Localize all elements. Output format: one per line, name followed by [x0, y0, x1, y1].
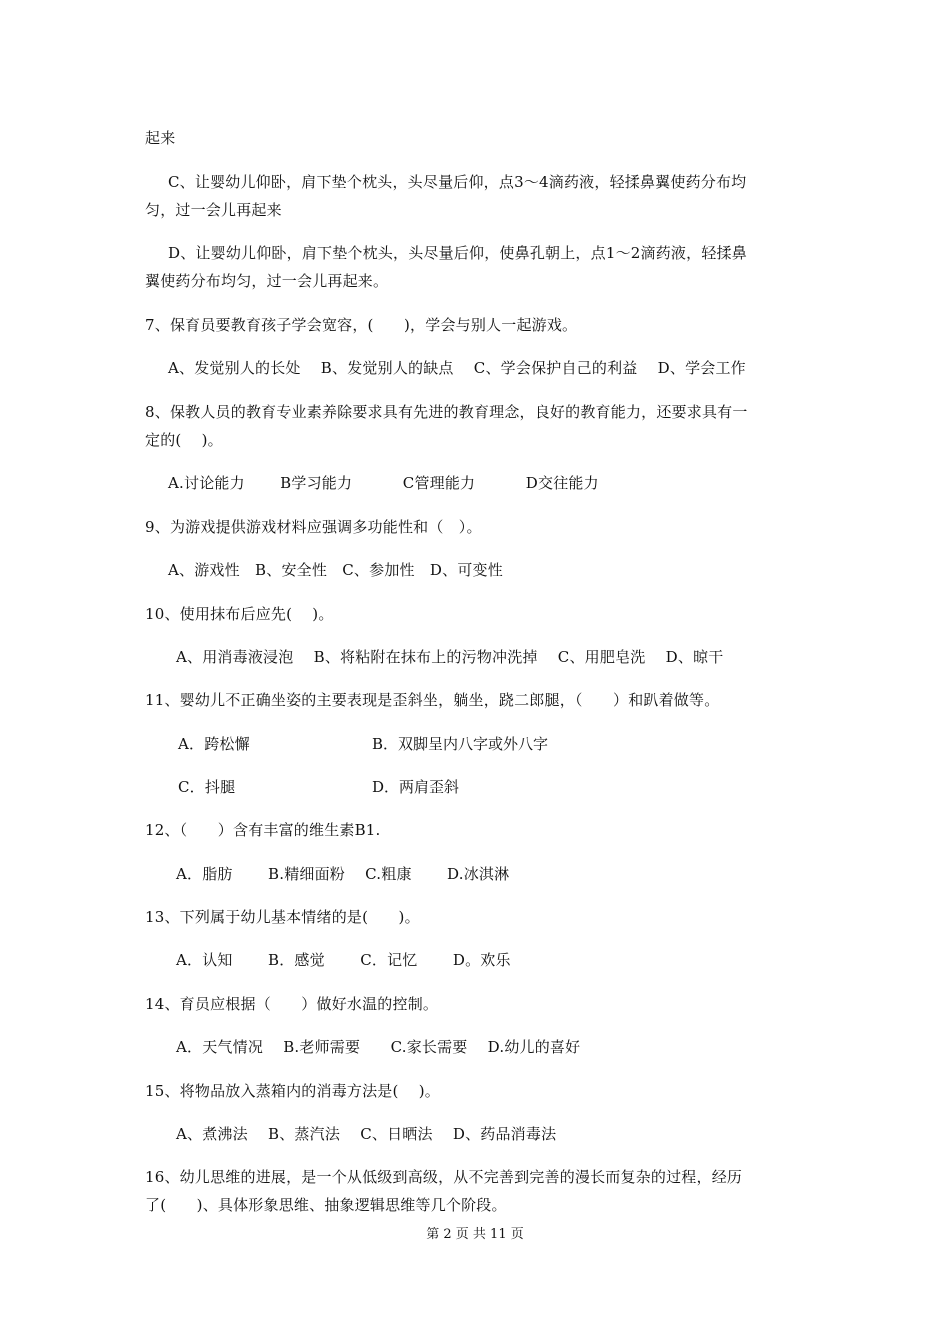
question-16-line-1: 16、幼儿思维的进展，是一个从低级到高级，从不完善到完善的漫长而复杂的过程，经历	[145, 1168, 743, 1186]
question-10-options: A、用消毒液浸泡 B、将粘附在抹布上的污物冲洗掉 C、用肥皂洗 D、晾干	[176, 648, 724, 666]
text-line: 起来	[145, 129, 176, 147]
question-11-option-a: A．跨松懈	[178, 735, 250, 753]
option-d-line-2: 翼使药分布均匀，过一会儿再起来。	[145, 272, 389, 290]
option-c-line-1: C、让婴幼儿仰卧，肩下垫个枕头，头尽量后仰，点3～4滴药液，轻揉鼻翼使药分布均	[168, 173, 747, 191]
question-10: 10、使用抹布后应先( )。	[145, 605, 334, 623]
question-11: 11、婴幼儿不正确坐姿的主要表现是歪斜坐，躺坐，跷二郎腿，（ ）和趴着做等。	[145, 691, 720, 709]
question-8-options: A.讨论能力 B学习能力 C管理能力 D交往能力	[168, 474, 599, 492]
question-12: 12、（ ）含有丰富的维生素B1.	[145, 821, 381, 839]
question-9: 9、为游戏提供游戏材料应强调多功能性和（ ）。	[145, 518, 482, 536]
question-8-line-2: 定的( )。	[145, 431, 223, 449]
question-12-options: A．脂肪 B.精细面粉 C.粗康 D.冰淇淋	[176, 865, 510, 883]
page-footer: 第 2 页 共 11 页	[426, 1227, 524, 1242]
question-8-line-1: 8、保教人员的教育专业素养除要求具有先进的教育理念，良好的教育能力，还要求具有一	[145, 403, 748, 421]
option-d-line-1: D、让婴幼儿仰卧，肩下垫个枕头，头尽量后仰，使鼻孔朝上，点1～2滴药液，轻揉鼻	[168, 244, 747, 262]
question-7: 7、保育员要教育孩子学会宽容，( )，学会与别人一起游戏。	[145, 316, 578, 334]
question-11-option-b: B．双脚呈内八字或外八字	[372, 735, 549, 753]
question-13: 13、下列属于幼儿基本情绪的是( )。	[145, 908, 420, 926]
question-9-options: A、游戏性 B、安全性 C、参加性 D、可变性	[168, 561, 503, 579]
question-14-options: A．天气情况 B.老师需要 C.家长需要 D.幼儿的喜好	[176, 1038, 581, 1056]
question-7-options: A、发觉别人的长处 B、发觉别人的缺点 C、学会保护自己的利益 D、学会工作	[168, 359, 746, 377]
question-11-option-d: D．两肩歪斜	[372, 778, 460, 796]
question-15-options: A、煮沸法 B、蒸汽法 C、日晒法 D、药品消毒法	[176, 1125, 557, 1143]
option-c-line-2: 匀，过一会儿再起来	[145, 201, 282, 219]
question-15: 15、将物品放入蒸箱内的消毒方法是( )。	[145, 1082, 440, 1100]
question-16-line-2: 了( )、具体形象思维、抽象逻辑思维等几个阶段。	[145, 1196, 507, 1214]
question-11-option-c: C．抖腿	[178, 778, 236, 796]
question-14: 14、育员应根据（ ）做好水温的控制。	[145, 995, 439, 1013]
question-13-options: A．认知 B．感觉 C．记忆 D。欢乐	[176, 951, 511, 969]
